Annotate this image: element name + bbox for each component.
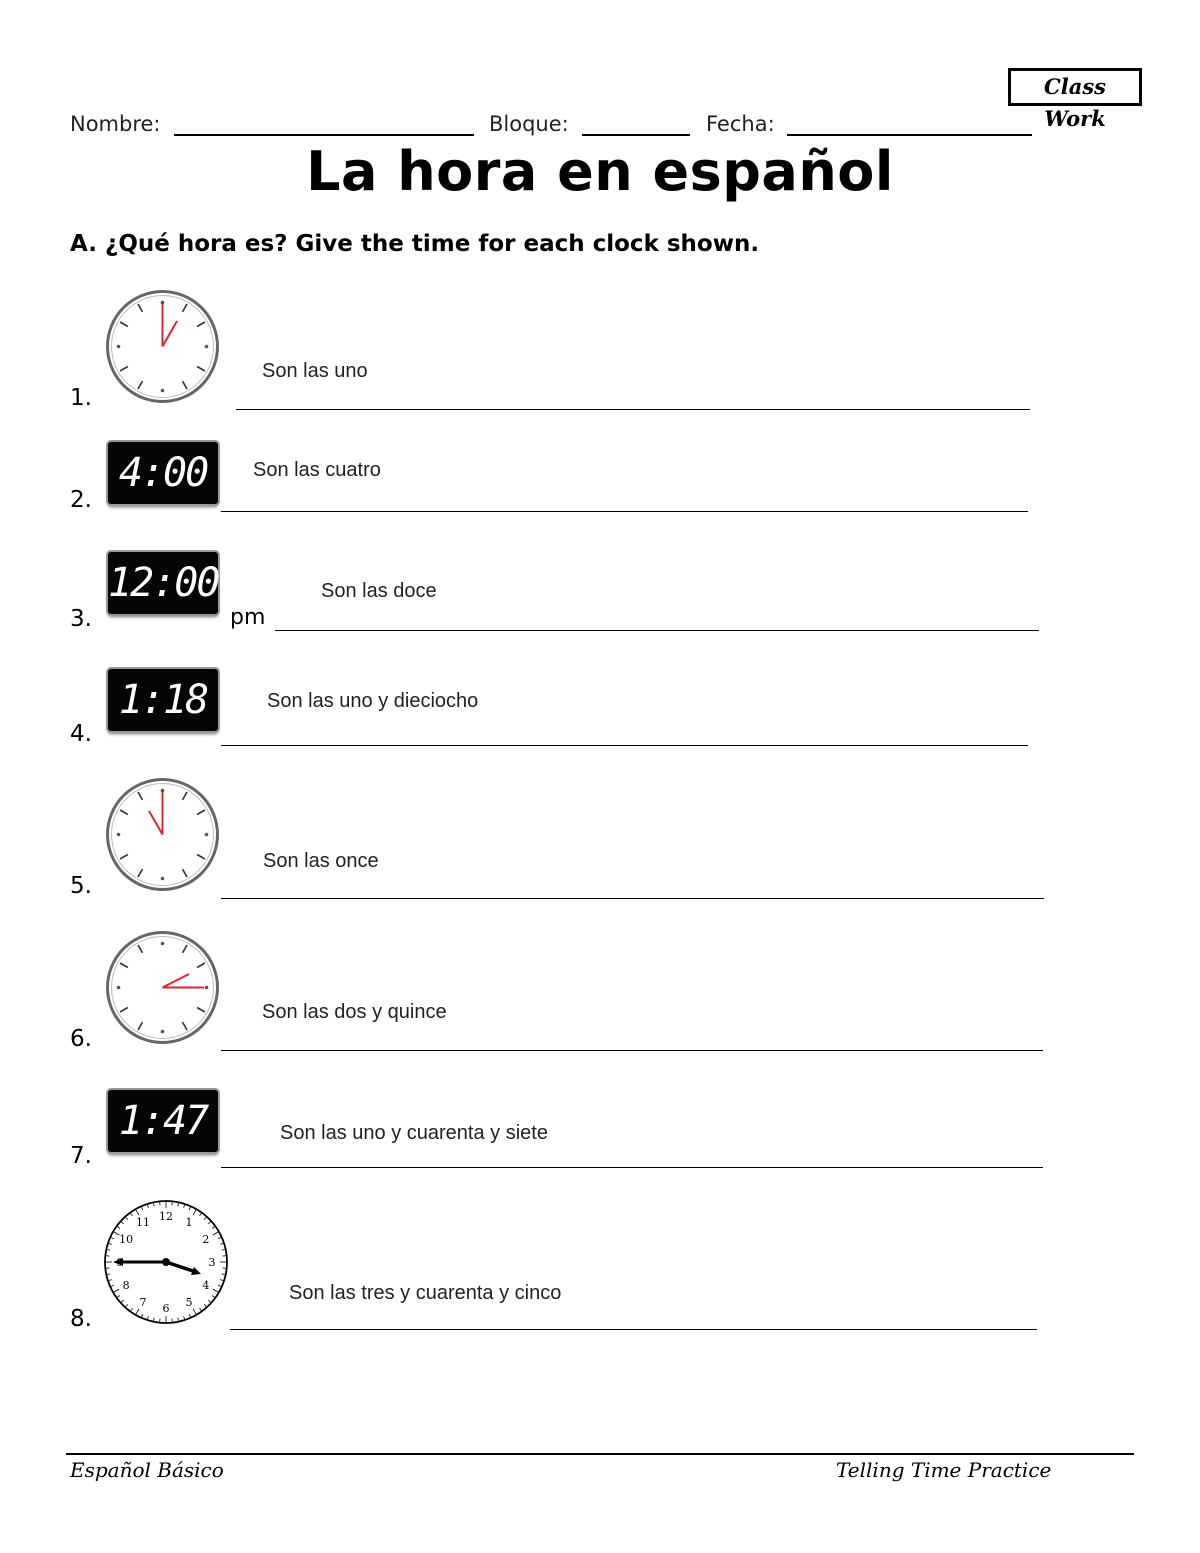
clock-numeral: 6 — [162, 1302, 170, 1315]
answer-text: Son las doce — [321, 580, 437, 602]
analog-clock-icon — [105, 289, 220, 404]
clock-numeral: 2 — [202, 1233, 210, 1246]
answer-line[interactable] — [230, 1329, 1037, 1330]
pm-label: pm — [230, 605, 266, 630]
name-label: Nombre: — [70, 112, 161, 136]
date-label: Fecha: — [706, 112, 775, 136]
date-line[interactable] — [787, 134, 1032, 136]
item-number: 2. — [70, 487, 92, 513]
block-line[interactable] — [582, 134, 690, 136]
item-number: 6. — [70, 1026, 92, 1052]
answer-text: Son las dos y quince — [262, 1001, 447, 1023]
item-number: 5. — [70, 873, 92, 899]
digital-clock-icon: 12:00 — [108, 552, 218, 614]
class-work-badge: Class Work — [1008, 68, 1142, 106]
answer-line[interactable] — [221, 1050, 1043, 1051]
answer-text: Son las tres y cuarenta y cinco — [289, 1282, 562, 1304]
answer-line[interactable] — [275, 630, 1039, 631]
item-number: 3. — [70, 606, 92, 632]
clock-numeral: 10 — [119, 1233, 134, 1246]
item-number: 4. — [70, 721, 92, 747]
clock-numeral: 3 — [208, 1256, 216, 1269]
digital-clock-icon: 4:00 — [108, 442, 218, 504]
analog-clock-numbered-icon — [103, 1199, 229, 1325]
footer-right: Telling Time Practice — [836, 1458, 1052, 1482]
block-label: Bloque: — [489, 112, 569, 136]
answer-line[interactable] — [221, 1167, 1043, 1168]
answer-line[interactable] — [221, 745, 1028, 746]
clock-numeral: 7 — [139, 1295, 147, 1309]
clock-numeral: 11 — [136, 1216, 150, 1230]
name-line[interactable] — [174, 134, 474, 136]
footer-left: Español Básico — [70, 1458, 224, 1482]
page-title: La hora en español — [306, 140, 894, 203]
answer-text: Son las uno — [262, 360, 368, 382]
digital-clock-icon: 1:47 — [108, 1090, 218, 1152]
analog-clock-icon — [105, 777, 220, 892]
answer-line[interactable] — [236, 409, 1030, 410]
answer-text: Son las once — [263, 850, 379, 872]
answer-line[interactable] — [221, 511, 1028, 512]
answer-text: Son las cuatro — [253, 459, 381, 481]
item-number: 1. — [70, 385, 92, 411]
answer-text: Son las uno y cuarenta y siete — [280, 1122, 548, 1144]
clock-numeral: 8 — [122, 1279, 130, 1292]
item-number: 7. — [70, 1143, 92, 1169]
clock-numeral: 4 — [202, 1279, 210, 1292]
analog-clock-icon — [105, 930, 220, 1045]
clock-numeral: 12 — [159, 1210, 173, 1223]
section-a-heading: A. ¿Qué hora es? Give the time for each clock shown. — [70, 231, 760, 257]
footer-divider — [66, 1453, 1134, 1455]
clock-numeral: 5 — [185, 1295, 193, 1309]
item-number: 8. — [70, 1306, 92, 1332]
digital-clock-icon: 1:18 — [108, 669, 218, 731]
clock-numeral: 1 — [185, 1216, 193, 1230]
answer-line[interactable] — [221, 898, 1044, 899]
answer-text: Son las uno y dieciocho — [267, 690, 479, 712]
